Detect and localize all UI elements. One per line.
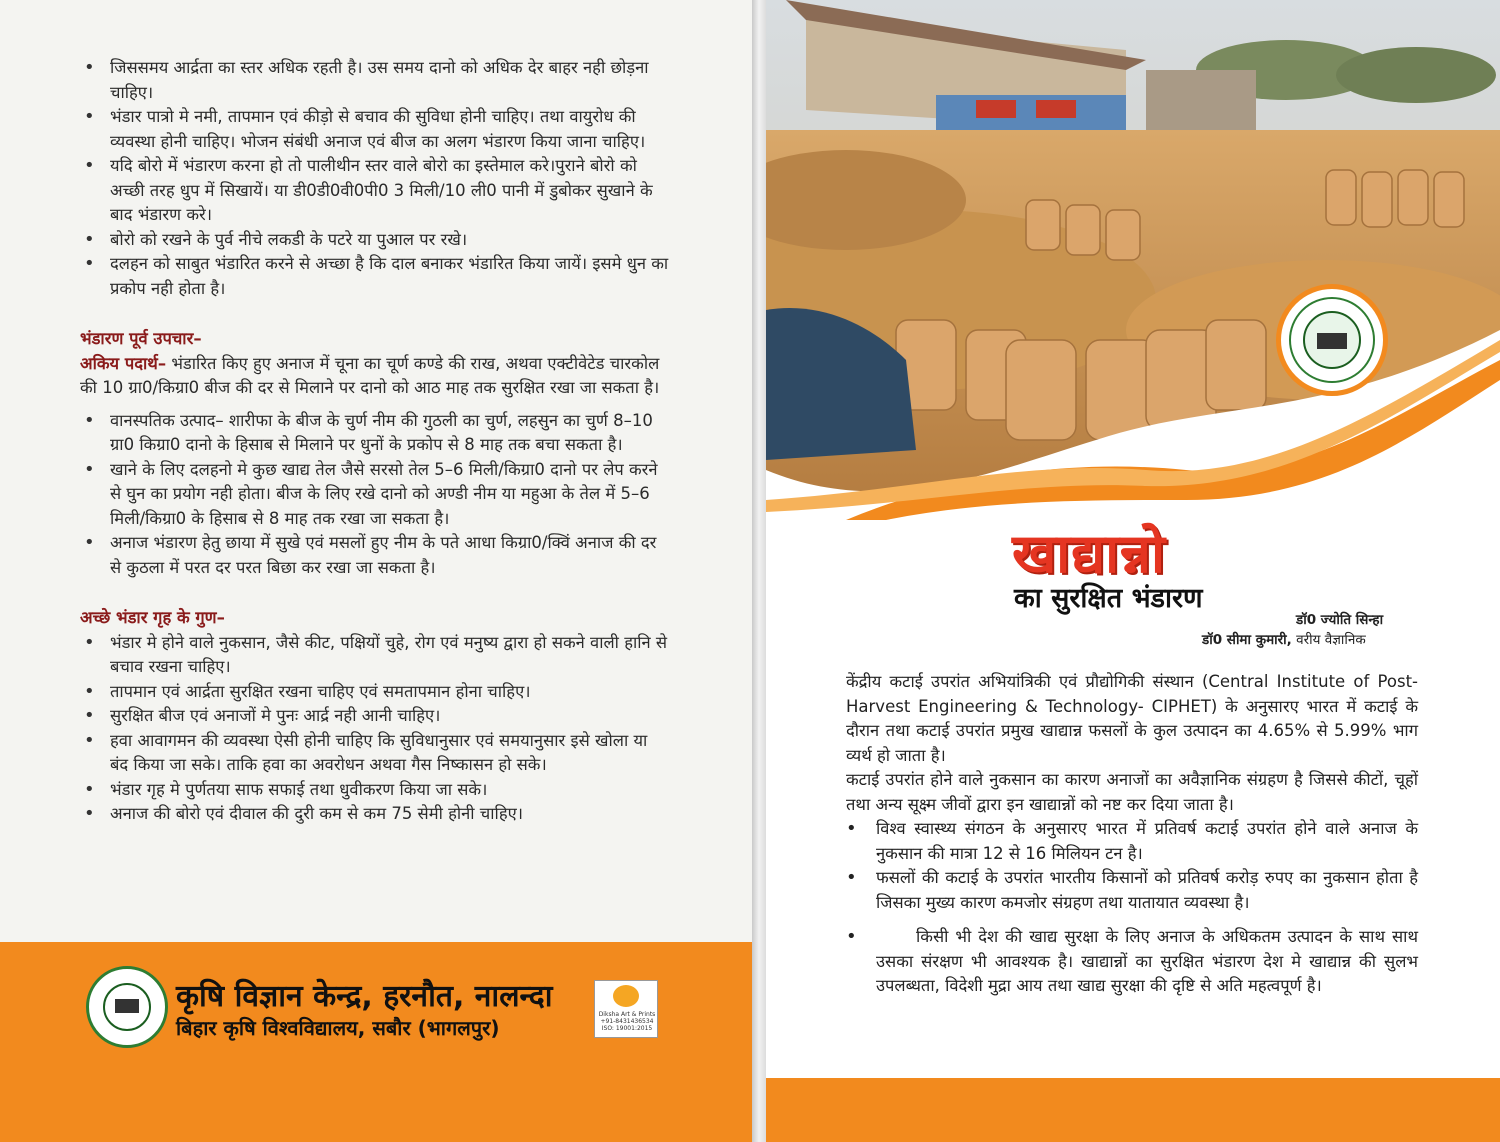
list-item: • भंडार पात्रो मे नमी, तापमान एवं कीड़ो से बचाव की सुविधा होनी चाहिए। तथा वायुरोध की व्यवस्था होनी चाहिए। भोजन संबंधी अनाज एवं बीज का अलग भंडारण किया जाना चाहिए। [80, 105, 670, 154]
list-item [846, 925, 1418, 999]
list-item: • हवा आवागमन की व्यवस्था ऐसी होनी चाहिए कि सुविधानुसार एवं समयानुसार इसे खोला या बंद किया जा सके। ताकि हवा का अवरोधन अथवा गैस निष्कासन हो सके। [80, 729, 670, 778]
kvk-emblem-logo [86, 966, 168, 1048]
last-bullet-text: किसी भी देश की खाद्य सुरक्षा के लिए अनाज के अधिकतम उत्पादन के साथ साथ उसका संरक्षण भी आवश्यक है। खाद्यान्नों का सुरक्षित भंडारण देश मे खाद्यान्न की सुलभ उपलब्धता, विदेशी मुद्रा आय तथा खाद्य सुरक्षा की दृष्टि से अति महत्वपूर्ण है। [876, 927, 1418, 995]
list-item: • फसलों की कटाई के उपरांत भारतीय किसानों को प्रतिवर्ष करोड़ रुपए का नुकसान होता है जिसका मुख्य कारण कमजोर संग्रहण तथा यातायात व्यवस्था है। [846, 866, 1418, 915]
bullet-list-bottom [80, 631, 670, 827]
main-subtitle: का सुरक्षित भंडारण [1014, 583, 1203, 614]
intro-paragraph: केंद्रीय कटाई उपरांत अभियांत्रिकी एवं प्रौद्योगिकी संस्थान (Central Institute of Post-Harvest Engineering & Technology- CIPHET) के अनुसारए भारत में कटाई के दौरान तथा कटाई उपरांत प्रमुख खाद्यान्न फसलों के कुल उत्पादन का 4.65% से 5.99% भाग व्यर्थ हो जाता है। [846, 672, 1418, 765]
list-item: • वानस्पतिक उत्पाद– शारीफा के बीज के चुर्ण नीम की गुठली का चुर्ण, लहसुन का चुर्ण 8–10 ग्रा0 किग्रा0 दानो के हिसाब से मिलाने पर धुनों के प्रकोप से 8 माह तक बचा सकता है। [80, 409, 670, 458]
grain-bags-photo [766, 0, 1500, 520]
list-item: • विश्व स्वास्थ्य संगठन के अनुसारए भारत में प्रतिवर्ष कटाई उपरांत होने वाले अनाज के नुकसान की मात्रा 12 से 16 मिलियन टन है। [846, 817, 1418, 866]
list-item: • अनाज की बोरो एवं दीवाल की दुरी कम से कम 75 सेमी होनी चाहिए। [80, 802, 670, 827]
list-item: • खाने के लिए दलहनो मे कुछ खाद्य तेल जैसे सरसो तेल 5–6 मिली/किग्रा0 दानो पर लेप करने से घुन का प्रयोग नही होता। बीज के लिए रखे दानो को अण्डी नीम या महुआ के तेल में 5–6 मिली/किग्रा0 के हिसाब से 8 माह तक रखा जा सकता है। [80, 458, 670, 532]
list-item: • भंडार गृह मे पुर्णतया साफ सफाई तथा धुवीकरण किया जा सके। [80, 778, 670, 803]
main-title: खाद्यान्नो [1012, 522, 1166, 585]
list-item: • तापमान एवं आर्द्रता सुरक्षित रखना चाहिए एवं समतापमान होना चाहिए। [80, 680, 670, 705]
spine-fold [752, 0, 766, 1142]
right-bullet-list [846, 817, 1418, 999]
inactive-paragraph [80, 352, 670, 401]
list-item: • अनाज भंडारण हेतु छाया में सुखे एवं मसलों हुए नीम के पते आधा किग्रा0/क्विं अनाज की दर से कुठला में परत दर परत बिछा कर रखा जा सकता है। [80, 531, 670, 580]
inactive-text: भंडारित किए हुए अनाज में चूना का चूर्ण कण्डे की राख, अथवा एक्टीवेटेड चारकोल की 10 ग्रा0/किग्रा0 बीज की दर से मिलाने पर दानो को आठ माह तक सुरक्षित रखा जा सकता है। [80, 353, 660, 397]
list-item: • जिससमय आर्द्रता का स्तर अधिक रहती है। उस समय दानो को अधिक देर बाहर नही छोड़ना चाहिए। [80, 56, 670, 105]
bau-emblem-logo [1276, 284, 1388, 396]
author-2-name: डॉ0 सीमा कुमारी, [1202, 632, 1292, 648]
list-item: • यदि बोरो में भंडारण करना हो तो पालीथीन स्तर वाले बोरो का इस्तेमाल करे।पुराने बोरो को अच्छी तरह धुप में सिखायें। या डी0डी0वी0पी0 3 मिली/10 ली0 पानी में डुबोकर सुखाने के बाद भंडारण करे। [80, 154, 670, 228]
left-content [80, 56, 670, 827]
right-content [846, 670, 1418, 999]
printer-logo [594, 980, 658, 1038]
kvk-title: कृषि विज्ञान केन्द्र, हरनौत, नालन्दा [176, 979, 553, 1014]
list-item: • भंडार मे होने वाले नुकसान, जैसे कीट, पक्षियों चुहे, रोग एवं मनुष्य द्वारा हो सकने वाली हानि से बचाव रखना चाहिए। [80, 631, 670, 680]
right-footer-band [766, 1078, 1500, 1142]
author-1: डॉ0 ज्योति सिन्हा [1296, 612, 1384, 628]
author-2-rank: वरीय वैज्ञानिक [1291, 632, 1366, 648]
list-item: • बोरो को रखने के पुर्व नीचे लकडी के पटरे या पुआल पर रखे। [80, 228, 670, 253]
author-2 [1202, 630, 1366, 648]
pre-storage-heading: भंडारण पूर्व उपचार– [80, 329, 202, 348]
bullet-list-top [80, 56, 670, 301]
good-store-heading: अच्छे भंडार गृह के गुण– [80, 608, 225, 627]
second-paragraph: कटाई उपरांत होने वाले नुकसान का कारण अनाजों का अवैज्ञानिक संग्रहण है जिससे कीटों, चूहों तथा अन्य सूक्ष्म जीवों द्वारा इन खाद्यान्नों को नष्ट कर दिया जाता है। [846, 770, 1418, 814]
inactive-label: अकिय पदार्थ– [80, 353, 167, 373]
kvk-subtitle: बिहार कृषि विश्वविद्यालय, सबौर (भागलपुर) [176, 1016, 500, 1040]
list-item: • दलहन को साबुत भंडारित करने से अच्छा है कि दाल बनाकर भंडारित किया जायें। इसमे धुन का प्रकोप नही होता है। [80, 252, 670, 301]
list-item: • सुरक्षित बीज एवं अनाजों मे पुनः आर्द्र नही आनी चाहिए। [80, 704, 670, 729]
bullet-list-mid [80, 409, 670, 581]
printer-text: Diksha Art & Prints +91-8431436534 ISO: 19001:2015 [598, 1011, 656, 1032]
